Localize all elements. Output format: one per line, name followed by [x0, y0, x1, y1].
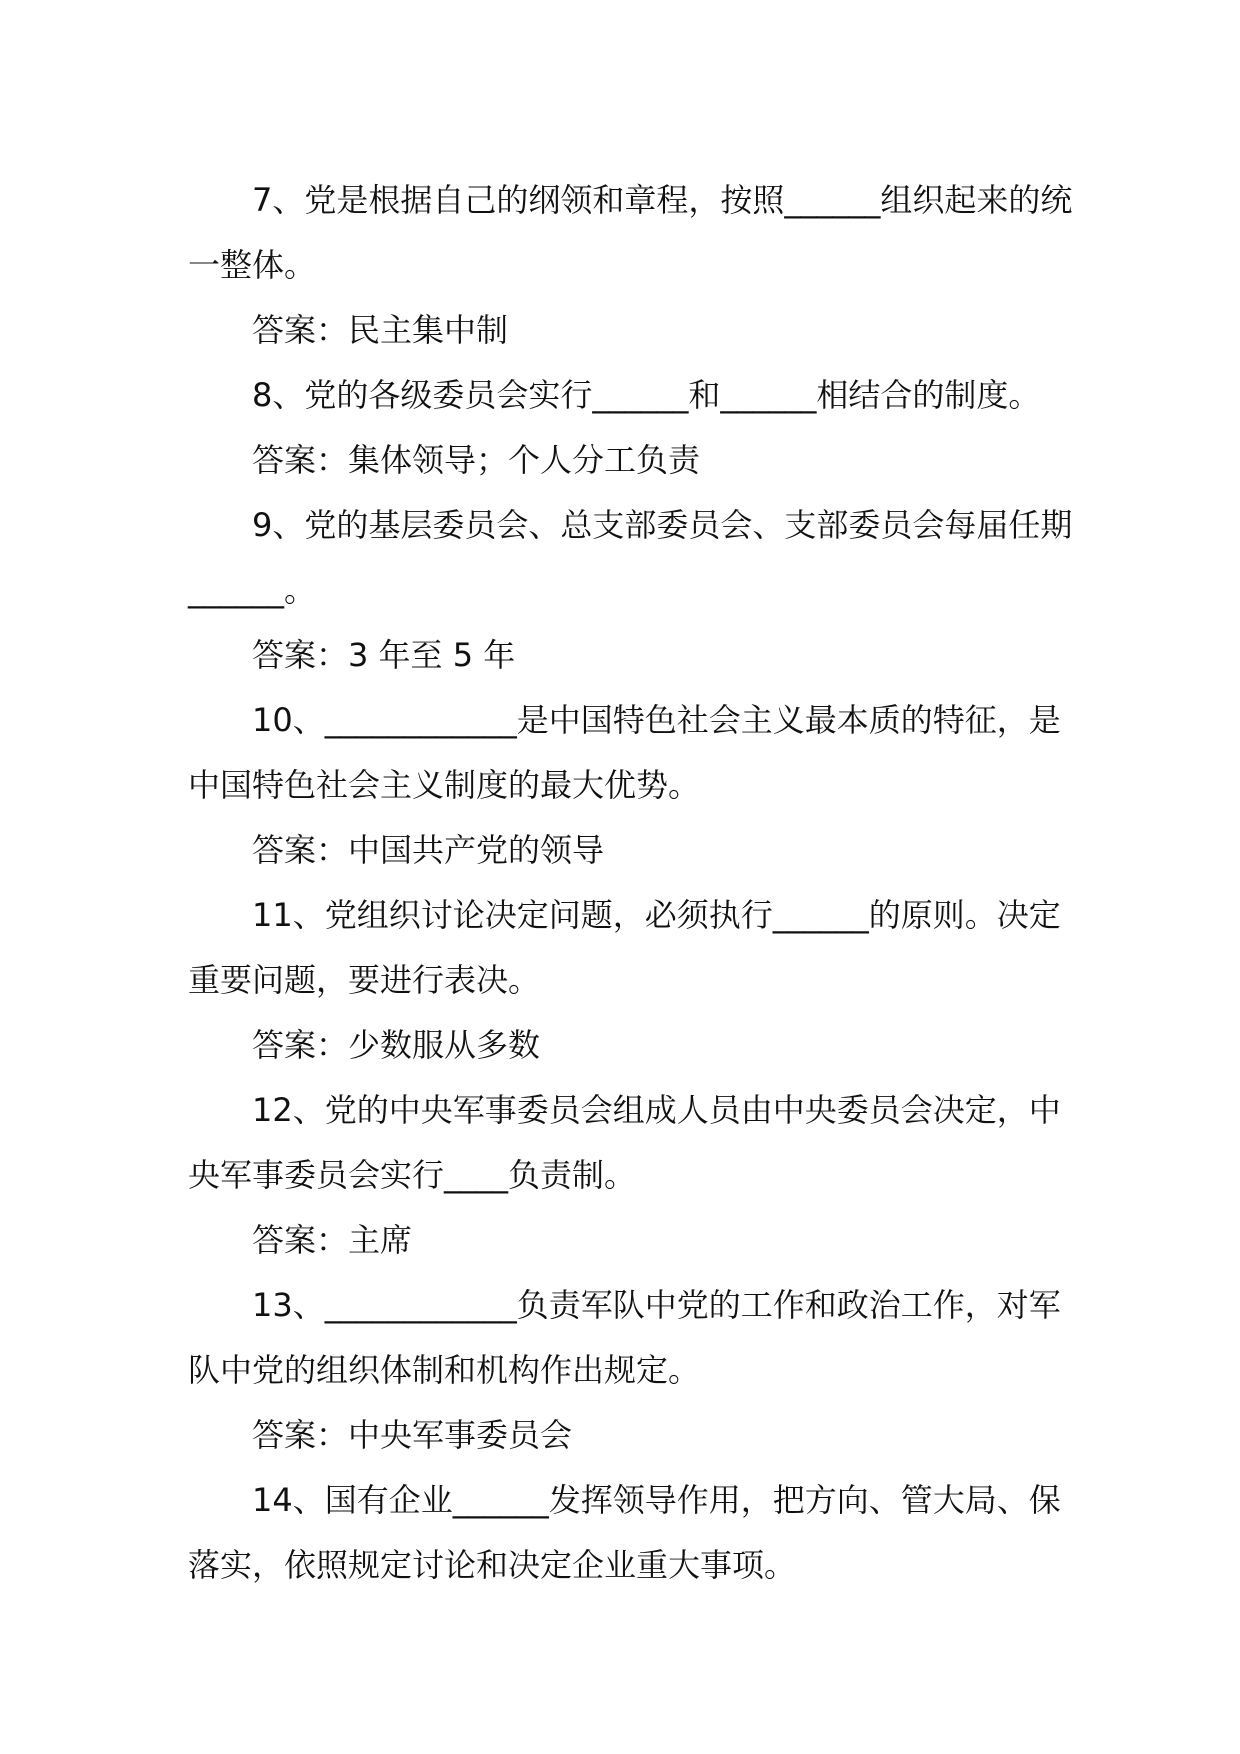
answer-13: 答案：中央军事委员会: [252, 1416, 573, 1454]
question-7: 7、党是根据自己的纲领和章程，按照______组织起来的统一整体。: [188, 181, 1073, 284]
answer-10: 答案：中国共产党的领导: [252, 831, 605, 869]
question-11: 11、党组织讨论决定问题，必须执行______的原则。决定重要问题，要进行表决。: [188, 896, 1061, 999]
answer-9: 答案：3 年至 5 年: [252, 636, 516, 674]
document-content: [188, 168, 1088, 1598]
question-9: 9、党的基层委员会、总支部委员会、支部委员会每届任期______。: [188, 506, 1073, 609]
answer-12: 答案：主席: [252, 1221, 413, 1259]
question-10: 10、____________是中国特色社会主义最本质的特征，是中国特色社会主义制度的最大优势。: [188, 701, 1061, 804]
question-14: 14、国有企业______发挥领导作用，把方向、管大局、保落实，依照规定讨论和决定企业重大事项。: [188, 1481, 1061, 1584]
answer-11: 答案：少数服从多数: [252, 1026, 541, 1064]
answer-7: 答案：民主集中制: [252, 311, 509, 349]
answer-8: 答案：集体领导；个人分工负责: [252, 441, 701, 479]
question-8: 8、党的各级委员会实行______和______相结合的制度。: [252, 376, 1041, 414]
question-13: 13、____________负责军队中党的工作和政治工作，对军队中党的组织体制和机构作出规定。: [188, 1286, 1061, 1389]
question-12: 12、党的中央军事委员会组成人员由中央委员会决定，中央军事委员会实行____负责制。: [188, 1091, 1061, 1194]
